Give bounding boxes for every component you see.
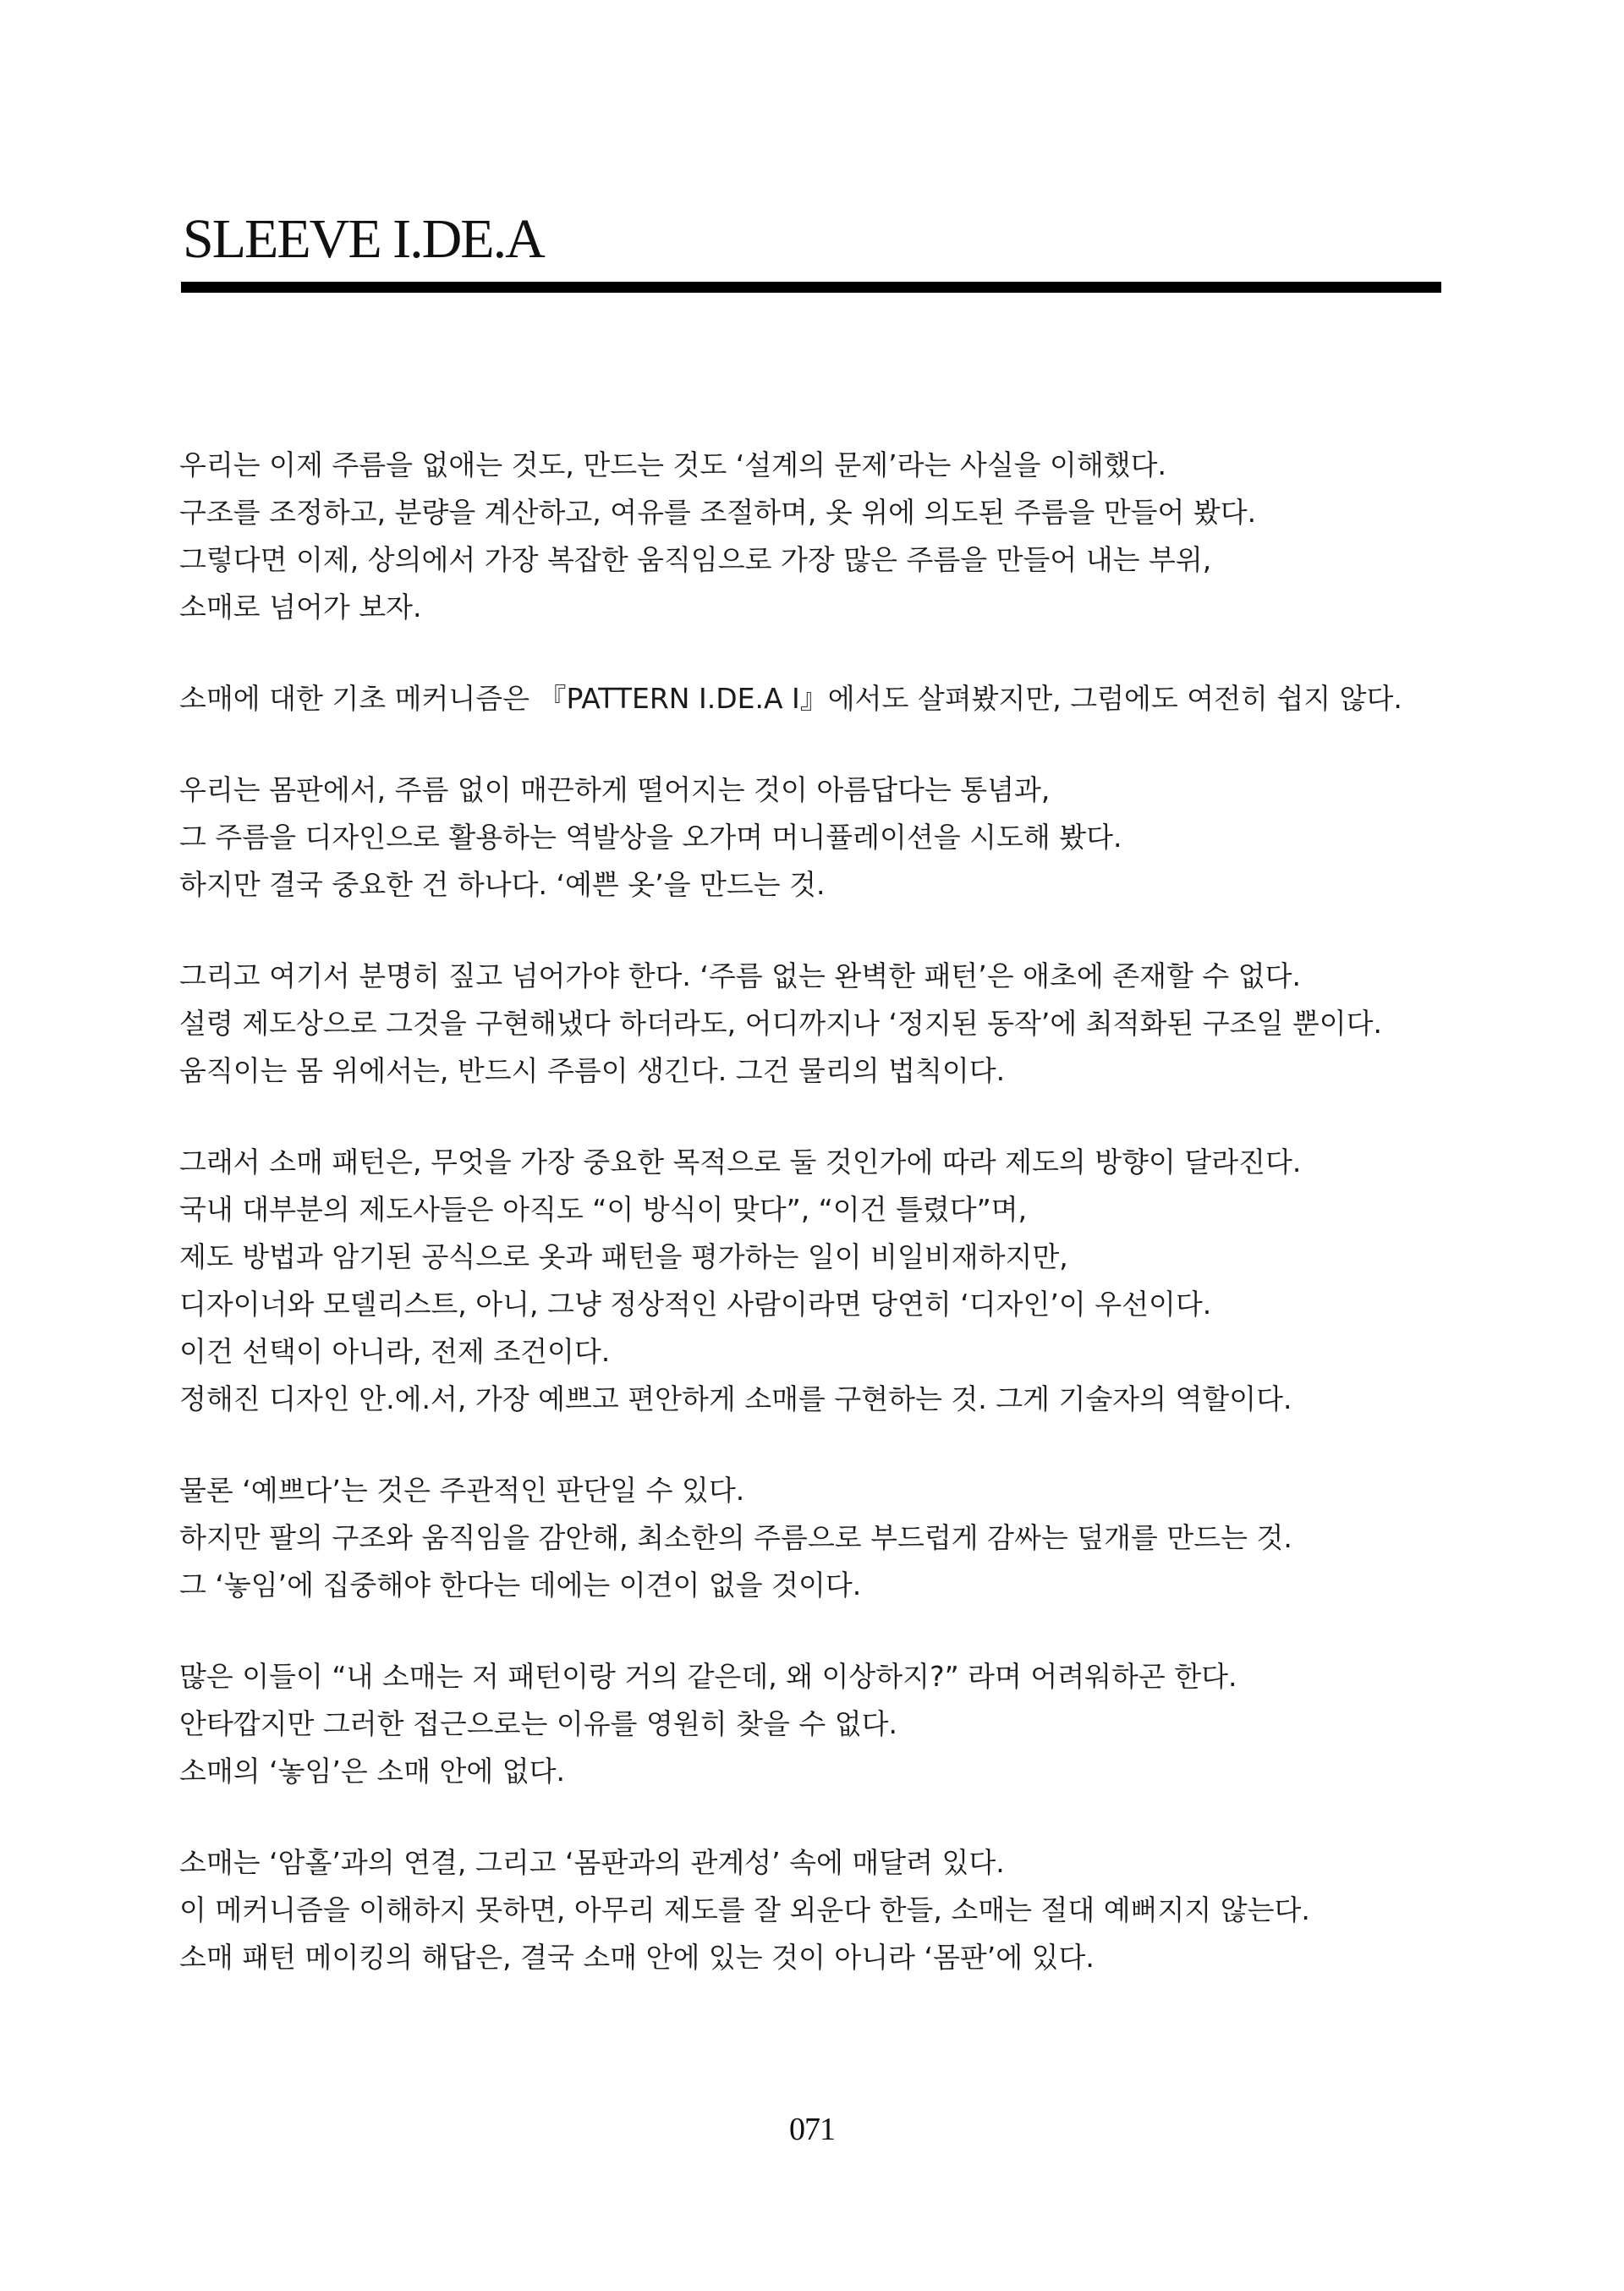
paragraph xyxy=(179,1839,1499,1981)
paragraph xyxy=(179,1139,1499,1423)
text-line: 국내 대부분의 제도사들은 아직도 “이 방식이 맞다”, “이건 틀렸다”며, xyxy=(179,1193,1028,1226)
text-line: 이 메커니즘을 이해하지 못하면, 아무리 제도를 잘 외운다 한들, 소매는 절대 예뻐지지 않는다. xyxy=(179,1893,1310,1926)
text-line: 그렇다면 이제, 상의에서 가장 복잡한 움직임으로 가장 많은 주름을 만들어 내는 부위, xyxy=(179,543,1212,576)
text-line: 하지만 결국 중요한 건 하나다. ‘예쁜 옷’을 만드는 것. xyxy=(179,868,826,901)
text-line: 하지만 팔의 구조와 움직임을 감안해, 최소한의 주름으로 부드럽게 감싸는 덮개를 만드는 것. xyxy=(179,1521,1292,1554)
paragraph xyxy=(179,953,1499,1095)
paragraph xyxy=(179,442,1499,631)
text-line: 그리고 여기서 분명히 짚고 넘어가야 한다. ‘주름 없는 완벽한 패턴’은 애초에 존재할 수 없다. xyxy=(179,959,1301,992)
body-text xyxy=(179,442,1499,2025)
paragraph xyxy=(179,1467,1499,1609)
text-line: 소매 패턴 메이킹의 해답은, 결국 소매 안에 있는 것이 아니라 ‘몸판’에 있다. xyxy=(179,1941,1095,1974)
text-line: 소매의 ‘놓임’은 소매 안에 없다. xyxy=(179,1755,565,1788)
text-line: 소매에 대한 기초 메커니즘은 『PATTERN I.DE.A I』에서도 살펴봤지만, 그럼에도 여전히 쉽지 않다. xyxy=(179,682,1402,715)
page-title: SLEEVE I.DE.A xyxy=(183,208,544,270)
page-number: 071 xyxy=(789,2112,835,2147)
title-underline xyxy=(181,282,1441,293)
text-line: 그 ‘놓임’에 집중해야 한다는 데에는 이견이 없을 것이다. xyxy=(179,1569,862,1602)
text-line: 그래서 소매 패턴은, 무엇을 가장 중요한 목적으로 둘 것인가에 따라 제도의 방향이 달라진다. xyxy=(179,1146,1302,1178)
text-line: 그 주름을 디자인으로 활용하는 역발상을 오가며 머니퓰레이션을 시도해 봤다. xyxy=(179,821,1122,854)
text-line: 이건 선택이 아니라, 전제 조건이다. xyxy=(179,1335,611,1368)
text-line: 많은 이들이 “내 소매는 저 패턴이랑 거의 같은데, 왜 이상하지?” 라며 어려워하곤 한다. xyxy=(179,1660,1237,1693)
paragraph xyxy=(179,766,1499,909)
text-line: 설령 제도상으로 그것을 구현해냈다 하더라도, 어디까지나 ‘정지된 동작’에 최적화된 구조일 뿐이다. xyxy=(179,1007,1382,1040)
text-line: 디자이너와 모델리스트, 아니, 그냥 정상적인 사람이라면 당연히 ‘디자인’이 우선이다. xyxy=(179,1288,1212,1321)
text-line: 소매는 ‘암홀’과의 연결, 그리고 ‘몸판과의 관계성’ 속에 매달려 있다. xyxy=(179,1846,1005,1879)
text-line: 구조를 조정하고, 분량을 계산하고, 여유를 조절하며, 옷 위에 의도된 주름을 만들어 봤다. xyxy=(179,496,1257,529)
text-line: 정해진 디자인 안.에.서, 가장 예쁘고 편안하게 소매를 구현하는 것. 그게 기술자의 역할이다. xyxy=(179,1382,1292,1415)
text-line: 움직이는 몸 위에서는, 반드시 주름이 생긴다. 그건 물리의 법칙이다. xyxy=(179,1054,1006,1087)
text-line: 우리는 몸판에서, 주름 없이 매끈하게 떨어지는 것이 아름답다는 통념과, xyxy=(179,773,1051,806)
paragraph xyxy=(179,1653,1499,1795)
text-line: 안타깝지만 그러한 접근으로는 이유를 영원히 찾을 수 없다. xyxy=(179,1707,897,1740)
text-line: 소매로 넘어가 보자. xyxy=(179,591,422,624)
text-line: 물론 ‘예쁘다’는 것은 주관적인 판단일 수 있다. xyxy=(179,1474,745,1507)
paragraph xyxy=(179,675,1499,722)
text-line: 우리는 이제 주름을 없애는 것도, 만드는 것도 ‘설계의 문제’라는 사실을 이해했다. xyxy=(179,448,1166,481)
text-line: 제도 방법과 암기된 공식으로 옷과 패턴을 평가하는 일이 비일비재하지만, xyxy=(179,1240,1068,1273)
